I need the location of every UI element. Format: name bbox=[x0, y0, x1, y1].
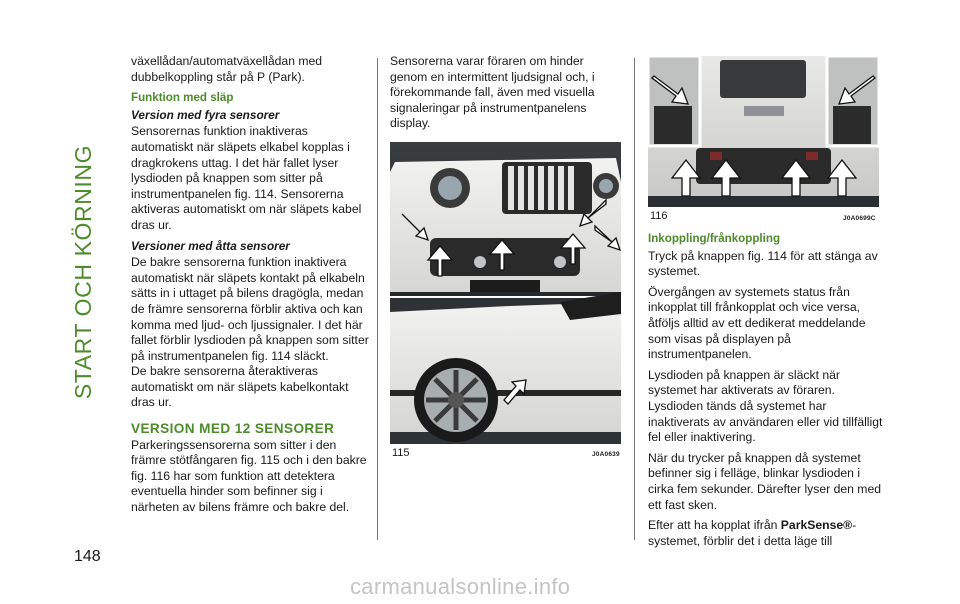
figure-116-rear-sensors bbox=[648, 56, 879, 207]
page-number: 148 bbox=[74, 548, 101, 565]
figure-116-illustration bbox=[648, 56, 879, 207]
paragraph-eight-sensors-1: De bakre sensorerna funktion inaktivera automatiskt när släpets kontakt på elkabeln sätts in i uttaget på bilens dragögla, medan de främre sensorerna förblir aktiva och kan komma med ljud- och ljussignaler. I det här fallet förblir lysdioden på knappen som sitter på instrumentpanelen fig. 114 släckt. bbox=[131, 255, 369, 363]
text-column-2 bbox=[390, 54, 622, 137]
figure-115-number: 115 bbox=[392, 447, 410, 459]
intro-paragraph: växellådan/automatväxellådan med dubbelkoppling står på P (Park). bbox=[131, 54, 323, 84]
heading-12-sensors: VERSION MED 12 SENSORER bbox=[131, 421, 335, 437]
paragraph-led-status: Lysdioden på knappen är släckt när systemet har aktiverats av föraren. Lysdioden tänds då systemet har inaktiverats av användaren eller vid tillfälligt fel eller inaktivering. bbox=[648, 367, 883, 445]
text-segment: Efter att ha kopplat ifrån bbox=[648, 518, 781, 533]
text-segment: -systemet, förblir det i detta läge till bbox=[648, 518, 857, 548]
column-divider-1 bbox=[377, 58, 378, 540]
figure-115-code: J0A0639 bbox=[592, 451, 620, 458]
watermark: carmanualsonline.info bbox=[350, 574, 571, 599]
paragraph-signals: Sensorerna varar föraren om hinder genom en intermittent ljudsignal och, i förekommande fall, även med visuella signaleringar på instrumentpanelens display. bbox=[390, 54, 595, 131]
figure-115-front-sensors bbox=[390, 142, 621, 444]
figure-115-illustration bbox=[390, 142, 621, 444]
figure-116-code: J0A0699C bbox=[843, 215, 876, 222]
heading-activation: Inkoppling/frånkoppling bbox=[648, 232, 781, 245]
text-column-3 bbox=[648, 231, 884, 554]
paragraph-eight-sensors-2: De bakre sensorerna återaktiveras automatiskt om när släpets kabelkontakt dras ur. bbox=[131, 364, 349, 410]
subheading-eight-sensors: Versioner med åtta sensorer bbox=[131, 238, 290, 253]
paragraph-press-button: Tryck på knappen fig. 114 för att stänga av systemet. bbox=[648, 248, 878, 279]
paragraph-status-change: Övergången av systemets status från inkopplat till frånkopplat och vice versa, åtföljs alltid av ett dedikerat meddelande som visas på displayen på instrumentpanelen. bbox=[648, 284, 866, 362]
section-title: START OCH KÖRNING bbox=[70, 144, 96, 400]
heading-towing: Funktion med släp bbox=[131, 91, 234, 105]
text-column-1 bbox=[131, 54, 369, 521]
paragraph-12-sensors: Parkeringssensorerna som sitter i den främre stötfångaren fig. 115 och i den bakre fig. 116 har som funktion att detektera eventuella hinder som befinner sig i närheten av bilens främre och bakre del. bbox=[131, 437, 367, 515]
column-divider-2 bbox=[634, 58, 635, 540]
subheading-four-sensors: Version med fyra sensorer bbox=[131, 107, 280, 122]
parksense-name: ParkSense® bbox=[780, 518, 853, 533]
paragraph-fault-mode: När du trycker på knappen då systemet befinner sig i felläge, blinkar lysdioden i cirka fem sekunder. Därefter lyser den med ett fast sken. bbox=[648, 450, 882, 512]
paragraph-after-disconnect bbox=[648, 518, 884, 549]
paragraph-four-sensors: Sensorernas funktion inaktiveras automatiskt när släpets elkabel kopplas i dragkrokens uttag. I det här fallet lyser lysdioden på knappen som sitter på instrumentpanelen fig. 114. Sensorerna aktiveras automatiskt om när släpets kabel dras ur. bbox=[131, 124, 362, 232]
figure-116-number: 116 bbox=[650, 210, 668, 222]
